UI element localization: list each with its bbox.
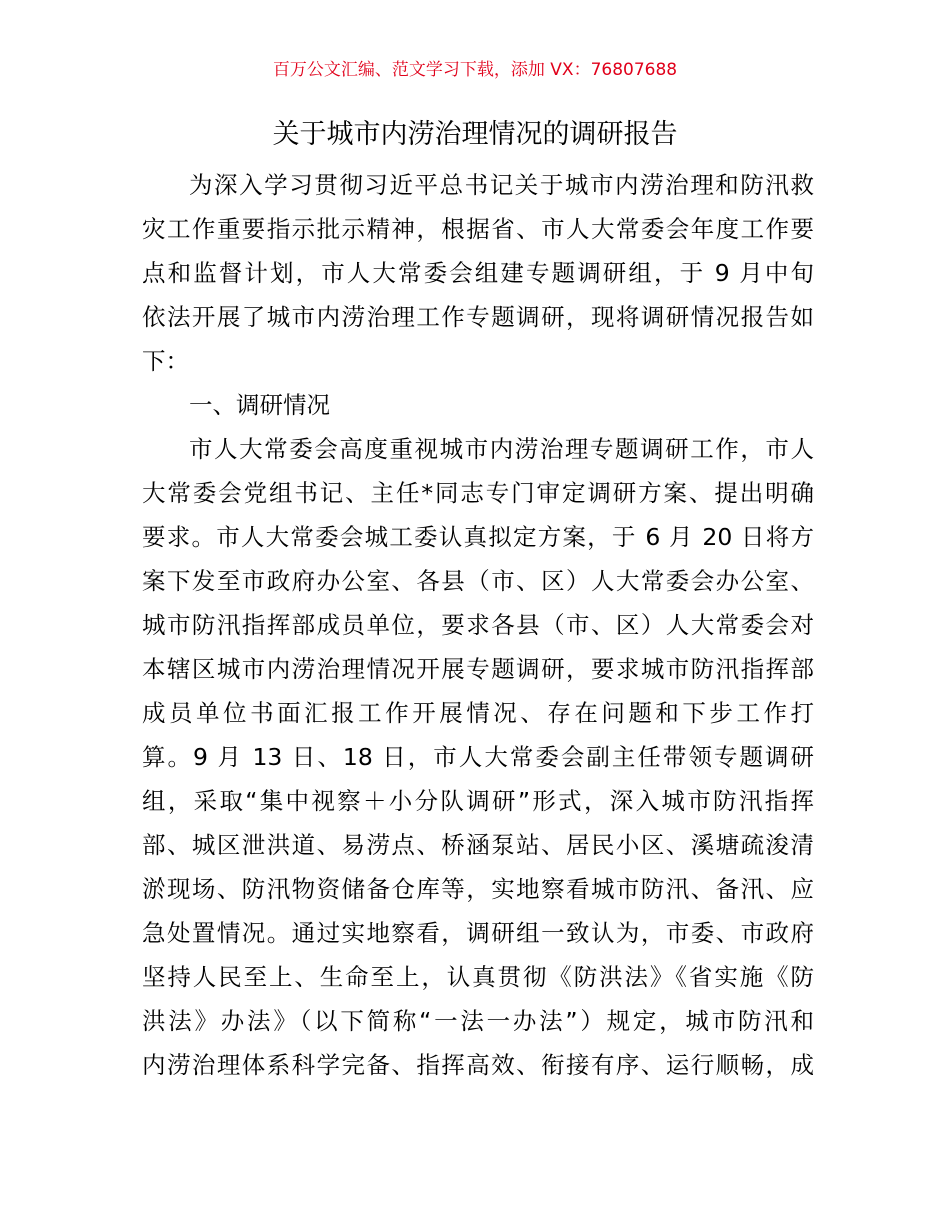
paragraph-line: 下：	[142, 347, 189, 375]
paragraph-line: 城市防汛指挥部成员单位，要求各县（市、区）人大常委会对	[142, 611, 814, 639]
paragraph-line: 点和监督计划，市人大常委会组建专题调研组，于 9 月中旬	[142, 259, 814, 287]
paragraph-line: 部、城区泄洪道、易涝点、桥涵泵站、居民小区、溪塘疏浚清	[142, 831, 814, 859]
paragraph-line: 淤现场、防汛物资储备仓库等，实地察看城市防汛、备汛、应	[142, 875, 814, 903]
paragraph-line: 急处置情况。通过实地察看，调研组一致认为，市委、市政府	[142, 919, 814, 947]
section-paragraph	[142, 427, 814, 1087]
paragraph-line: 成员单位书面汇报工作开展情况、存在问题和下步工作打	[142, 699, 814, 727]
paragraph-line: 市人大常委会高度重视城市内涝治理专题调研工作，市人	[189, 435, 814, 463]
document-title: 关于城市内涝治理情况的调研报告	[272, 119, 678, 150]
paragraph-line: 组，采取“集中视察＋小分队调研”形式，深入城市防汛指挥	[142, 787, 814, 815]
paragraph-line: 洪法》办法》（以下简称“一法一办法”）规定，城市防汛和	[142, 1007, 814, 1035]
paragraph-line: 算。9 月 13 日、18 日，市人大常委会副主任带领专题调研	[142, 743, 814, 771]
intro-paragraph	[142, 163, 814, 383]
paragraph-line: 坚持人民至上、生命至上，认真贯彻《防洪法》《省实施《防	[142, 963, 814, 991]
paragraph-line: 案下发至市政府办公室、各县（市、区）人大常委会办公室、	[142, 567, 814, 595]
paragraph-line: 灾工作重要指示批示精神，根据省、市人大常委会年度工作要	[142, 215, 814, 243]
section-heading: 一、调研情况	[189, 391, 330, 419]
paragraph-line: 为深入学习贯彻习近平总书记关于城市内涝治理和防汛救	[189, 171, 814, 199]
header-watermark-note: 百万公文汇编、范文学习下载，添加 VX：76807688	[272, 60, 678, 80]
paragraph-line: 内涝治理体系科学完备、指挥高效、衔接有序、运行顺畅，成	[142, 1051, 814, 1079]
paragraph-line: 要求。市人大常委会城工委认真拟定方案，于 6 月 20 日将方	[142, 523, 814, 551]
paragraph-line: 本辖区城市内涝治理情况开展专题调研，要求城市防汛指挥部	[142, 655, 814, 683]
document-body	[142, 163, 814, 1087]
paragraph-line: 依法开展了城市内涝治理工作专题调研，现将调研情况报告如	[142, 303, 814, 331]
paragraph-line: 大常委会党组书记、主任*同志专门审定调研方案、提出明确	[142, 479, 814, 507]
